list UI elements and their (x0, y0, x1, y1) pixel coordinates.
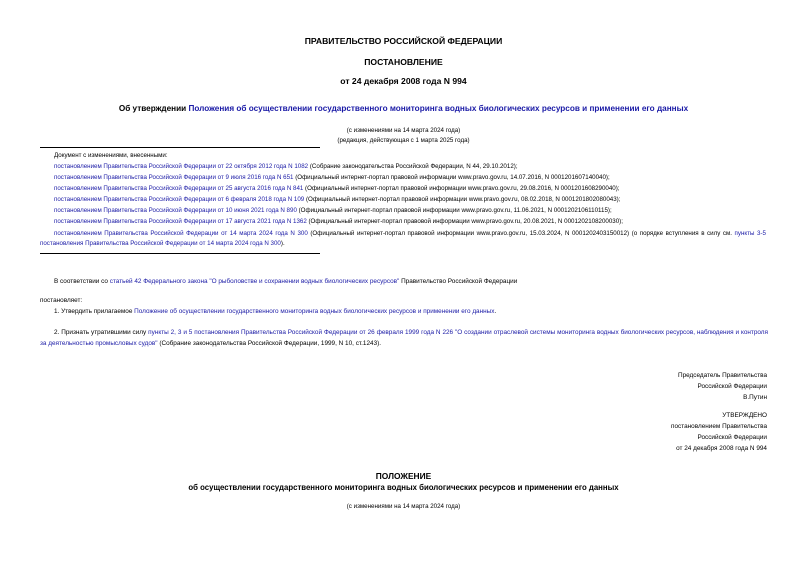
decides-label: постановляет: (40, 297, 83, 304)
change-item: постановлением Правительства Российской Федерации от 17 августа 2021 года N 1362 (Официальный интернет-портал правовой информации www.pravo.gov.ru, 20.08.2021, N 0001202108200030); (54, 218, 623, 225)
change-link[interactable]: постановлением Правительства Российской Федерации от 22 октября 2012 года N 1082 (54, 163, 309, 170)
approval-date: от 24 декабря 2008 года N 994 (676, 445, 767, 452)
change-link[interactable]: постановлением Правительства Российской Федерации от 17 августа 2021 года N 1362 (54, 218, 307, 225)
effective-date-link[interactable]: пункты 3-5 постановления Правительства Российской Федерации от 14 марта 2024 года N 300 (40, 230, 766, 247)
regulation-revision: (с изменениями на 14 марта 2024 года) (346, 503, 461, 510)
government-heading: ПРАВИТЕЛЬСТВО РОССИЙСКОЙ ФЕДЕРАЦИИ (304, 36, 503, 46)
change-link[interactable]: постановлением Правительства Российской Федерации от 10 июня 2021 года N 890 (54, 207, 297, 214)
regulation-link[interactable]: Положение об осуществлении государственного мониторинга водных биологических ресурсов и применении его данных (134, 308, 495, 315)
regulation-title: ПОЛОЖЕНИЕ (375, 471, 432, 481)
change-link[interactable]: постановлением Правительства Российской Федерации от 14 марта 2024 года N 300 (54, 230, 308, 237)
approval-by: постановлением Правительства (671, 423, 767, 430)
title-prefix: Об утверждении (118, 104, 189, 113)
repealed-decree-link[interactable]: пункты 2, 3 и 5 постановления Правительства Российской Федерации от 26 февраля 1999 года N 226 "О создании отраслевой системы мониторинга водных биологических ресурсов, наблюдения и контроля за деятельностью промысловых судов" (40, 329, 768, 347)
preamble: В соответствии со статьей 42 Федерального закона "О рыболовстве и сохранении водных биологических ресурсов" Правительство Российской Федерации (54, 278, 518, 285)
change-link[interactable]: постановлением Правительства Российской Федерации от 6 февраля 2018 года N 109 (54, 196, 305, 203)
approval-country: Российской Федерации (697, 434, 767, 441)
federal-law-link[interactable]: статьей 42 Федерального закона "О рыболовстве и сохранении водных биологических ресурсов" (109, 278, 400, 285)
approval-block (671, 410, 767, 454)
change-item: постановлением Правительства Российской Федерации от 22 октября 2012 года N 1082 (Собрание законодательства Российской Федерации, N 44, 29.10.2012); (54, 163, 518, 170)
change-item: постановлением Правительства Российской Федерации от 6 февраля 2018 года N 109 (Официальный интернет-портал правовой информации www.pravo.gov.ru, 08.02.2018, N 0001201802080043); (54, 196, 621, 203)
signature-name: В.Путин (743, 394, 767, 401)
signature-block (678, 370, 767, 403)
change-item: постановлением Правительства Российской Федерации от 25 августа 2016 года N 841 (Официальный интернет-портал правовой информации www.pravo.gov.ru, 29.08.2016, N 0001201608290040); (54, 185, 620, 192)
change-item: постановлением Правительства Российской Федерации от 9 июля 2016 года N 651 (Официальный интернет-портал правовой информации www.pravo.gov.ru, 14.07.2016, N 0001201607140040); (54, 174, 610, 181)
approval-label: УТВЕРЖДЕНО (722, 412, 767, 419)
changes-intro: Документ с изменениями, внесенными: (54, 152, 168, 159)
title-regulation-link[interactable]: Положения об осуществлении государственного мониторинга водных биологических ресурсов и применении его данных (188, 104, 689, 113)
regulation-subtitle: об осуществлении государственного мониторинга водных биологических ресурсов и применении его данных (188, 483, 619, 492)
change-item-last: постановлением Правительства Российской Федерации от 14 марта 2024 года N 300 (Официальный интернет-портал правовой информации www.pravo.gov.ru, 15.03.2024, N 0001202403150012) (о порядке вступления в силу см. пункты 3-5 постановления Правительства Российской Федерации от 14 марта 2024 года N 300). (40, 230, 766, 247)
point-1: 1. Утвердить прилагаемое Положение об осуществлении государственного мониторинга водных биологических ресурсов и применении его данных. (54, 308, 497, 315)
edition-note: (редакция, действующая с 1 марта 2025 года) (337, 137, 470, 144)
point-2: 2. Признать утратившими силу пункты 2, 3 и 5 постановления Правительства Российской Федерации от 26 февраля 1999 года N 226 "О создании отраслевой системы мониторинга водных биологических ресурсов, наблюдения и контроля за деятельностью промысловых судов" (Собрание законодательства Российской Федерации, 1999, N 10, ст.1243). (40, 329, 768, 347)
document-date-number: от 24 декабря 2008 года N 994 (340, 76, 467, 86)
signature-country: Российской Федерации (697, 383, 767, 390)
change-link[interactable]: постановлением Правительства Российской Федерации от 9 июля 2016 года N 651 (54, 174, 294, 181)
revision-note: (с изменениями на 14 марта 2024 года) (346, 127, 461, 134)
signature-position: Председатель Правительства (678, 372, 767, 379)
change-link[interactable]: постановлением Правительства Российской Федерации от 25 августа 2016 года N 841 (54, 185, 304, 192)
document-type-heading: ПОСТАНОВЛЕНИЕ (364, 57, 443, 67)
change-item: постановлением Правительства Российской Федерации от 10 июня 2021 года N 890 (Официальный интернет-портал правовой информации www.pravo.gov.ru, 11.06.2021, N 0001202106110115); (54, 207, 612, 214)
document-title (0, 104, 807, 113)
top-divider (40, 147, 320, 148)
bottom-divider (40, 253, 320, 254)
